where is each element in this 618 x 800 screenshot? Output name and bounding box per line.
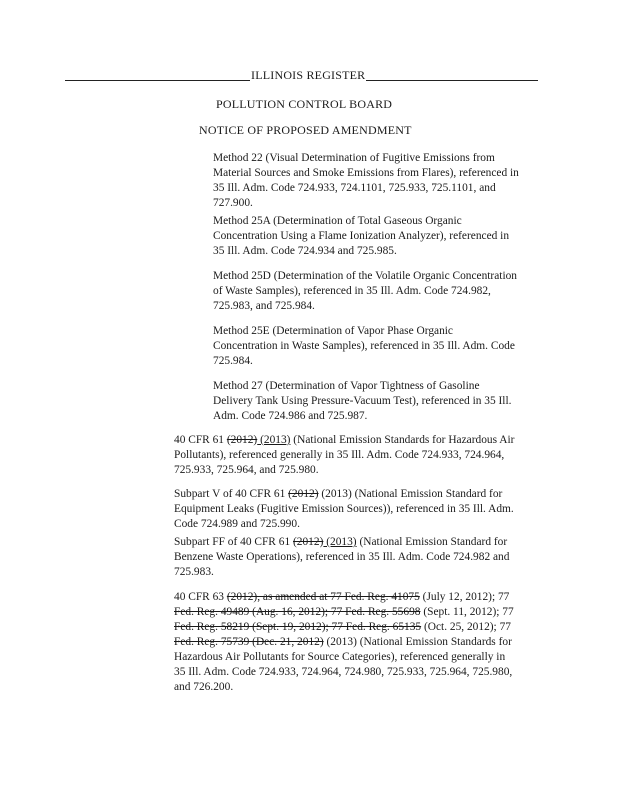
- cfr-63-line: and 726.200.: [174, 681, 234, 693]
- subpart-ff-text: (National Emission Standard for: [356, 536, 508, 548]
- method-22-line: 727.900.: [213, 197, 253, 209]
- method-22-paragraph: [213, 151, 543, 211]
- subpart-v-paragraph: [174, 487, 544, 532]
- subpart-v-prefix: Subpart V of 40 CFR 61: [174, 488, 289, 500]
- subpart-ff-line: Benzene Waste Operations), referenced in 35 Ill. Adm. Code 724.982 and: [174, 551, 510, 563]
- subpart-ff-paragraph: [174, 535, 544, 580]
- method-25e-paragraph: [213, 324, 543, 369]
- cfr-63-prefix: 40 CFR 63: [174, 591, 227, 603]
- cfr-63-text: (Oct. 25, 2012); 77: [421, 621, 511, 633]
- board-title: POLLUTION CONTROL BOARD: [216, 97, 393, 111]
- deleted-text: (2012): [293, 536, 324, 548]
- method-27-line: Delivery Tank Using Pressure-Vacuum Test), referenced in 35 Ill.: [213, 395, 512, 407]
- cfr-63-text: (2013) (National Emission Standards for: [323, 636, 512, 648]
- deleted-text: (2012): [226, 434, 258, 446]
- inserted-text: (2013): [323, 536, 357, 548]
- method-25d-line: of Waste Samples), referenced in 35 Ill. Adm. Code 724.982,: [213, 285, 491, 297]
- method-25a-line: Concentration Using a Flame Ionization Analyzer), referenced in: [213, 230, 510, 242]
- method-25a-line: Method 25A (Determination of Total Gaseous Organic: [213, 215, 462, 227]
- method-25a-paragraph: [213, 214, 543, 259]
- method-25e-line: Method 25E (Determination of Vapor Phase Organic: [213, 325, 453, 337]
- method-27-line: Method 27 (Determination of Vapor Tightness of Gasoline: [213, 380, 480, 392]
- register-title: ILLINOIS REGISTER: [251, 68, 366, 82]
- method-27-line: Adm. Code 724.986 and 725.987.: [213, 410, 368, 422]
- cfr-61-line: 725.933, 725.964, and 725.980.: [174, 464, 319, 476]
- subpart-ff-prefix: Subpart FF of 40 CFR 61: [174, 536, 293, 548]
- deleted-text: (2012): [288, 488, 319, 500]
- deleted-text: (2012), as amended at 77 Fed. Reg. 41075: [226, 591, 420, 603]
- subpart-v-line: Code 724.989 and 725.990.: [174, 518, 300, 530]
- method-25d-line: Method 25D (Determination of the Volatile Organic Concentration: [213, 270, 517, 282]
- cfr-63-line: Hazardous Air Pollutants for Source Categories), referenced generally in: [174, 651, 506, 663]
- cfr-61-text: (National Emission Standards for Hazardous Air: [290, 434, 515, 446]
- cfr-61-paragraph: [174, 433, 544, 478]
- subpart-ff-line: 725.983.: [174, 566, 214, 578]
- method-25a-line: 35 Ill. Adm. Code 724.934 and 725.985.: [213, 245, 397, 257]
- method-25e-line: Concentration in Waste Samples), referenced in 35 Ill. Adm. Code: [213, 340, 515, 352]
- cfr-61-line: Pollutants), referenced generally in 35 Ill. Adm. Code 724.933, 724.964,: [174, 449, 505, 461]
- deleted-text: Fed. Reg. 58219 (Sept. 19, 2012); 77 Fed. Reg. 65135: [174, 621, 422, 633]
- method-22-line: 35 Ill. Adm. Code 724.933, 724.1101, 725.933, 725.1101, and: [213, 182, 496, 194]
- cfr-61-prefix: 40 CFR 61: [174, 434, 227, 446]
- method-25d-line: 725.983, and 725.984.: [213, 300, 315, 312]
- cfr-63-paragraph: [174, 590, 546, 695]
- method-25d-paragraph: [213, 269, 543, 314]
- method-22-line: Material Sources and Smoke Emissions from Flares), referenced in: [213, 167, 519, 179]
- deleted-text: Fed. Reg. 75739 (Dec. 21, 2012): [174, 636, 324, 648]
- cfr-63-line: 35 Ill. Adm. Code 724.933, 724.964, 724.980, 725.933, 725.964, 725.980,: [174, 666, 513, 678]
- cfr-63-text: (Sept. 11, 2012); 77: [420, 606, 514, 618]
- method-27-paragraph: [213, 379, 543, 424]
- method-25e-line: 725.984.: [213, 355, 253, 367]
- method-22-line: Method 22 (Visual Determination of Fugitive Emissions from: [213, 152, 495, 164]
- subpart-v-text: (2013) (National Emission Standard for: [318, 488, 503, 500]
- inserted-text: (2013): [257, 434, 291, 446]
- notice-title: NOTICE OF PROPOSED AMENDMENT: [199, 123, 412, 137]
- subpart-v-line: Equipment Leaks (Fugitive Emission Sources)), referenced in 35 Ill. Adm.: [174, 503, 514, 515]
- deleted-text: Fed. Reg. 49489 (Aug. 16, 2012); 77 Fed. Reg. 55698: [174, 606, 421, 618]
- cfr-63-text: (July 12, 2012); 77: [419, 591, 510, 603]
